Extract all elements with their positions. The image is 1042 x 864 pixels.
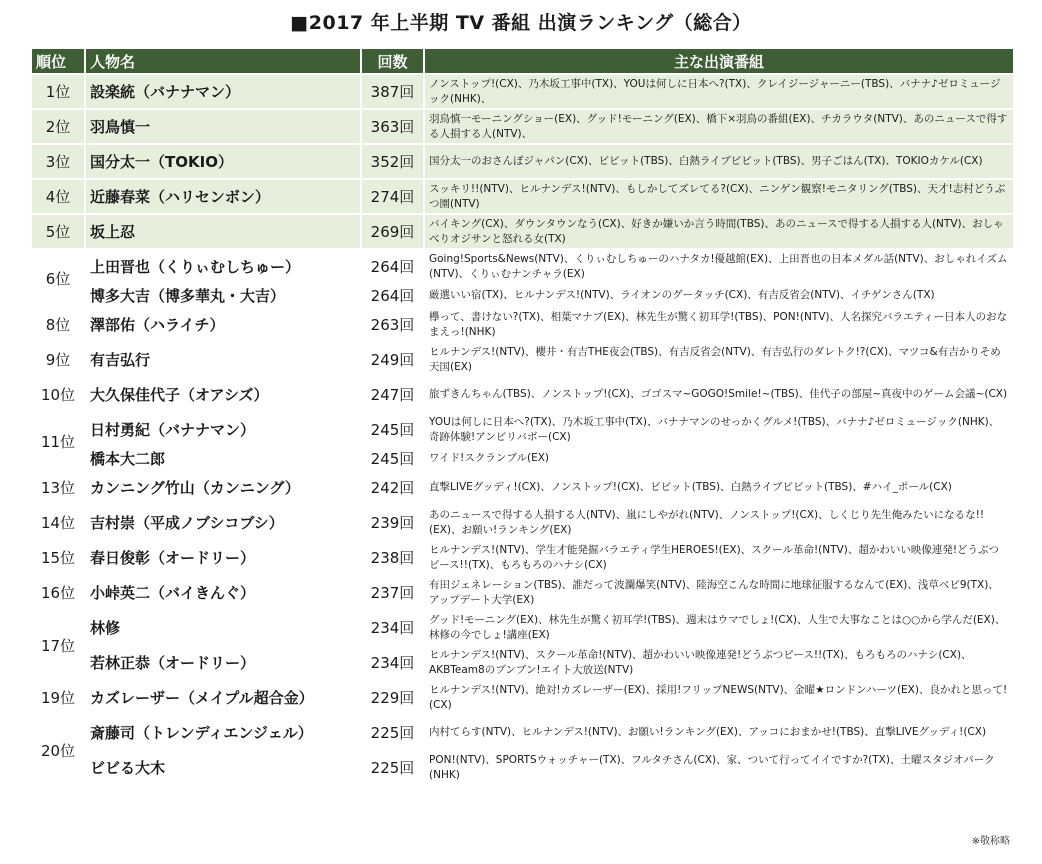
table-row	[31, 575, 1014, 610]
table-row	[31, 412, 1014, 447]
programs-cell: ヒルナンデス!(NTV)、絶対!カズレーザー(EX)、採用!フリップNEWS(NTV)、金曜★ロンドンハーツ(EX)、良かれと思って!(CX)	[424, 680, 1014, 715]
programs-cell: 国分太一のおさんぽジャパン(CX)、ビビット(TBS)、白熱ライブビビット(TBS)、男子ごはん(TX)、TOKIOカケル(CX)	[424, 144, 1014, 179]
count-cell: 234回	[361, 610, 424, 645]
table-row	[31, 540, 1014, 575]
rank-cell: 19位	[31, 680, 85, 715]
count-cell: 225回	[361, 750, 424, 785]
name-cell: 近藤春菜（ハリセンボン）	[85, 179, 361, 214]
name-cell: 橋本大二郎	[85, 447, 361, 470]
name-cell: 大久保佳代子（オアシズ）	[85, 377, 361, 412]
table-row	[31, 307, 1014, 342]
table-row	[31, 249, 1014, 284]
header-count: 回数	[361, 48, 424, 74]
table-row	[31, 447, 1014, 470]
programs-cell: バイキング(CX)、ダウンタウンなう(CX)、好きか嫌いか言う時間(TBS)、あのニュースで得する人損する人(NTV)、おしゃべりオジサンと怒れる女(TX)	[424, 214, 1014, 249]
rank-cell: 3位	[31, 144, 85, 179]
count-cell: 225回	[361, 715, 424, 750]
count-cell: 387回	[361, 74, 424, 109]
programs-cell: PON!(NTV)、SPORTSウォッチャー(TX)、フルタチさん(CX)、家、ついて行ってイイですか?(TX)、土曜スタジオパーク(NHK)	[424, 750, 1014, 785]
table-row	[31, 214, 1014, 249]
rank-cell: 20位	[31, 715, 85, 785]
count-cell: 239回	[361, 505, 424, 540]
programs-cell: 厳選いい宿(TX)、ヒルナンデス!(NTV)、ライオンのグータッチ(CX)、有吉反省会(NTV)、イチゲンさん(TX)	[424, 284, 1014, 307]
programs-cell: Going!Sports&News(NTV)、くりぃむしちゅーのハナタカ!優越館(EX)、上田晋也の日本メダル話(NTV)、おしゃれイズム(NTV)、くりぃむナンチャラ(EX)	[424, 249, 1014, 284]
programs-cell: 旅ずきんちゃん(TBS)、ノンストップ!(CX)、ゴゴスマ~GOGO!Smile!~(TBS)、佳代子の部屋~真夜中のゲーム会議~(CX)	[424, 377, 1014, 412]
name-cell: 日村勇紀（バナナマン）	[85, 412, 361, 447]
table-row	[31, 645, 1014, 680]
table-row	[31, 144, 1014, 179]
name-cell: 博多大吉（博多華丸・大吉）	[85, 284, 361, 307]
header-row	[31, 48, 1014, 74]
name-cell: 坂上忍	[85, 214, 361, 249]
count-cell: 245回	[361, 412, 424, 447]
table-row	[31, 505, 1014, 540]
name-cell: ビビる大木	[85, 750, 361, 785]
rank-cell: 14位	[31, 505, 85, 540]
table-row	[31, 750, 1014, 785]
count-cell: 352回	[361, 144, 424, 179]
name-cell: 上田晋也（くりぃむしちゅー）	[85, 249, 361, 284]
table-row	[31, 715, 1014, 750]
rank-cell: 15位	[31, 540, 85, 575]
ranking-table	[30, 47, 1015, 786]
name-cell: カズレーザー（メイプル超合金）	[85, 680, 361, 715]
programs-cell: 内村てらす(NTV)、ヒルナンデス!(NTV)、お願い!ランキング(EX)、アッコにおまかせ!(TBS)、直撃LIVEグッディ!(CX)	[424, 715, 1014, 750]
rank-cell: 10位	[31, 377, 85, 412]
rank-cell: 8位	[31, 307, 85, 342]
rank-cell: 9位	[31, 342, 85, 377]
page-title: ■2017 年上半期 TV 番組 出演ランキング（総合）	[290, 12, 752, 34]
footnote: ※敬称略	[971, 836, 1010, 847]
programs-cell: YOUは何しに日本へ?(TX)、乃木坂工事中(TX)、バナナマンのせっかくグルメ!(TBS)、バナナ♪ゼロミュージック(NHK)、奇跡体験!アンビリバボー(CX)	[424, 412, 1014, 447]
table-row	[31, 74, 1014, 109]
programs-cell: グッド!モーニング(EX)、林先生が驚く初耳学!(TBS)、週末はウマでしょ!(CX)、人生で大事なことは○○から学んだ(EX)、林修の今でしょ!講座(EX)	[424, 610, 1014, 645]
count-cell: 234回	[361, 645, 424, 680]
count-cell: 264回	[361, 284, 424, 307]
rank-cell: 2位	[31, 109, 85, 144]
programs-cell: ヒルナンデス!(NTV)、学生才能発掘バラエティ学生HEROES!(EX)、スクール革命!(NTV)、超かわいい映像連発!どうぶつピース!!(TX)、もろもろのハナシ(CX)	[424, 540, 1014, 575]
rank-cell: 4位	[31, 179, 85, 214]
programs-cell: スッキリ!!(NTV)、ヒルナンデス!(NTV)、もしかしてズレてる?(CX)、ニンゲン観察!モニタリング(TBS)、天才!志村どうぶつ園(NTV)	[424, 179, 1014, 214]
name-cell: 吉村崇（平成ノブシコブシ）	[85, 505, 361, 540]
count-cell: 264回	[361, 249, 424, 284]
rank-cell: 1位	[31, 74, 85, 109]
count-cell: 363回	[361, 109, 424, 144]
header-name: 人物名	[85, 48, 361, 74]
count-cell: 238回	[361, 540, 424, 575]
count-cell: 247回	[361, 377, 424, 412]
programs-cell: 欅って、書けない?(TX)、相葉マナブ(EX)、林先生が驚く初耳学!(TBS)、PON!(NTV)、人名探究バラエティー日本人のおなまえっ!(NHK)	[424, 307, 1014, 342]
rank-cell: 6位	[31, 249, 85, 307]
table-row	[31, 179, 1014, 214]
table-row	[31, 680, 1014, 715]
name-cell: 有吉弘行	[85, 342, 361, 377]
rank-cell: 5位	[31, 214, 85, 249]
table-row	[31, 610, 1014, 645]
programs-cell: ヒルナンデス!(NTV)、スクール革命!(NTV)、超かわいい映像連発!どうぶつピース!!(TX)、もろもろのハナシ(CX)、AKBTeam8のブンブン!エイト大放送(NTV)	[424, 645, 1014, 680]
count-cell: 237回	[361, 575, 424, 610]
count-cell: 269回	[361, 214, 424, 249]
count-cell: 242回	[361, 470, 424, 505]
count-cell: 274回	[361, 179, 424, 214]
header-programs: 主な出演番組	[424, 48, 1014, 74]
table-row	[31, 470, 1014, 505]
name-cell: 澤部佑（ハライチ）	[85, 307, 361, 342]
header-rank: 順位	[31, 48, 85, 74]
programs-cell: ワイド!スクランブル(EX)	[424, 447, 1014, 470]
name-cell: 斎藤司（トレンディエンジェル）	[85, 715, 361, 750]
programs-cell: 有田ジェネレーション(TBS)、誰だって波瀾爆笑(NTV)、陸海空こんな時間に地球征服するなんて(EX)、浅草ベビ9(TX)、アップデート大学(EX)	[424, 575, 1014, 610]
table-row	[31, 109, 1014, 144]
count-cell: 249回	[361, 342, 424, 377]
name-cell: 国分太一（TOKIO）	[85, 144, 361, 179]
rank-cell: 11位	[31, 412, 85, 470]
rank-cell: 17位	[31, 610, 85, 680]
programs-cell: あのニュースで得する人損する人(NTV)、嵐にしやがれ(NTV)、ノンストップ!(CX)、しくじり先生俺みたいになるな!!(EX)、お願い!ランキング(EX)	[424, 505, 1014, 540]
name-cell: 林修	[85, 610, 361, 645]
programs-cell: ヒルナンデス!(NTV)、櫻井・有吉THE夜会(TBS)、有吉反省会(NTV)、有吉弘行のダレトク!?(CX)、マツコ&有吉かりそめ天国(EX)	[424, 342, 1014, 377]
count-cell: 229回	[361, 680, 424, 715]
name-cell: 春日俊彰（オードリー）	[85, 540, 361, 575]
table-row	[31, 342, 1014, 377]
name-cell: カンニング竹山（カンニング）	[85, 470, 361, 505]
rank-cell: 16位	[31, 575, 85, 610]
programs-cell: 羽鳥慎一モーニングショー(EX)、グッド!モーニング(EX)、橋下×羽鳥の番組(EX)、チカラウタ(NTV)、あのニュースで得する人損する人(NTV)、	[424, 109, 1014, 144]
count-cell: 245回	[361, 447, 424, 470]
count-cell: 263回	[361, 307, 424, 342]
name-cell: 設楽統（バナナマン）	[85, 74, 361, 109]
name-cell: 若林正恭（オードリー）	[85, 645, 361, 680]
table-row	[31, 377, 1014, 412]
programs-cell: ノンストップ!(CX)、乃木坂工事中(TX)、YOUは何しに日本へ?(TX)、クレイジージャーニー(TBS)、バナナ♪ゼロミュージック(NHK)、	[424, 74, 1014, 109]
name-cell: 小峠英二（バイきんぐ）	[85, 575, 361, 610]
table-row	[31, 284, 1014, 307]
rank-cell: 13位	[31, 470, 85, 505]
programs-cell: 直撃LIVEグッディ!(CX)、ノンストップ!(CX)、ビビット(TBS)、白熱ライブビビット(TBS)、#ハイ_ポール(CX)	[424, 470, 1014, 505]
name-cell: 羽鳥慎一	[85, 109, 361, 144]
